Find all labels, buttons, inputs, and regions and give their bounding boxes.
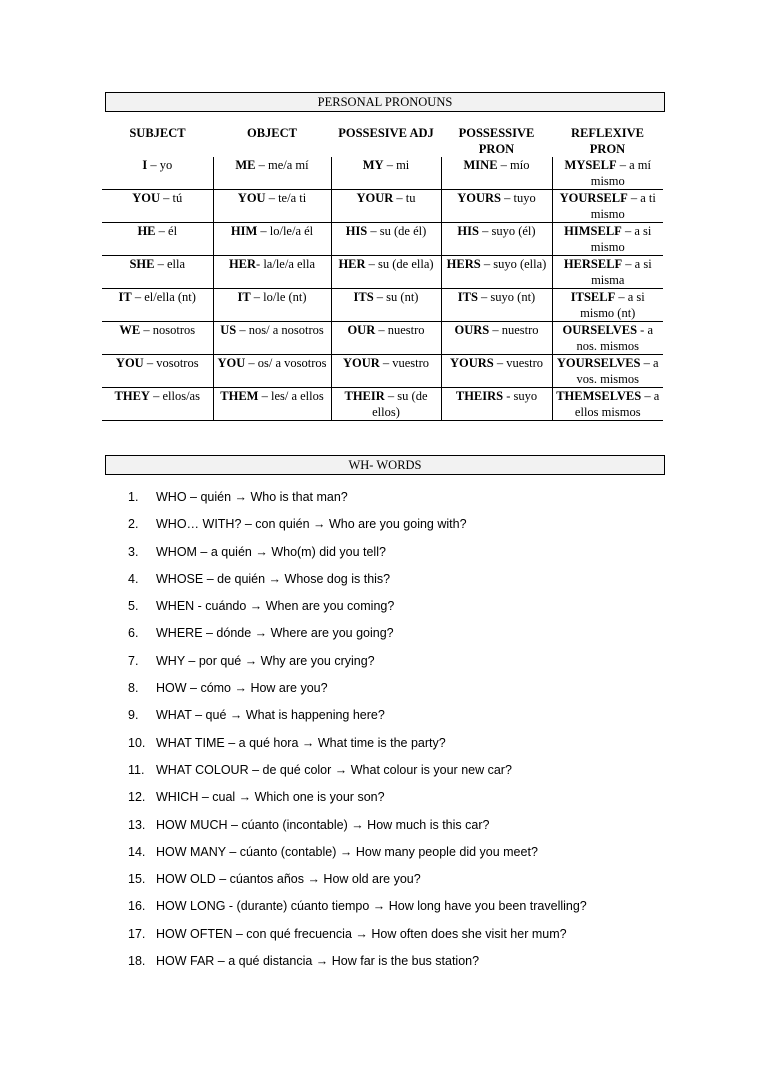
pronoun-translation: – vuestro xyxy=(379,356,430,370)
pronoun-word: ITS xyxy=(457,290,478,304)
list-item-text: WHAT TIME – a qué hora → What time is the party? xyxy=(156,735,446,750)
pronoun-translation: - la/le/a ella xyxy=(256,257,316,271)
pronoun-translation: – te/a ti xyxy=(265,191,307,205)
pronoun-word: YOUR xyxy=(342,356,380,370)
pronoun-word: HER xyxy=(228,257,257,271)
cell-possessive-adj xyxy=(331,190,441,223)
cell-object xyxy=(213,355,331,388)
header-subject: SUBJECT xyxy=(129,126,186,140)
table-row xyxy=(102,223,663,256)
cell-reflexive-pron xyxy=(552,289,663,322)
cell-subject xyxy=(102,388,213,421)
list-item-text: WHOSE – de quién → Whose dog is this? xyxy=(156,571,391,586)
table-row xyxy=(102,289,663,322)
cell-subject xyxy=(102,157,213,190)
cell-object xyxy=(213,256,331,289)
cell-possessive-adj xyxy=(331,322,441,355)
list-item xyxy=(128,675,728,702)
cell-reflexive-pron xyxy=(552,322,663,355)
list-number: 4. xyxy=(128,571,139,586)
pronoun-translation: – a ti mismo xyxy=(590,191,656,221)
pronoun-translation: – lo/le/a él xyxy=(257,224,314,238)
pronoun-word: ME xyxy=(235,158,256,172)
cell-reflexive-pron xyxy=(552,355,663,388)
list-item xyxy=(128,866,728,893)
header-reflexive-pron: REFLEXIVE PRON xyxy=(571,126,644,156)
table-row xyxy=(102,355,663,388)
list-number: 14. xyxy=(128,844,146,859)
list-number: 7. xyxy=(128,653,139,668)
cell-possessive-adj xyxy=(331,157,441,190)
pronoun-translation: – él xyxy=(155,224,178,238)
pronoun-translation: – mi xyxy=(383,158,410,172)
cell-subject xyxy=(102,289,213,322)
personal-pronouns-title: PERSONAL PRONOUNS xyxy=(105,92,665,112)
pronoun-word: HIMSELF xyxy=(564,224,622,238)
cell-possessive-pron xyxy=(441,355,552,388)
pronoun-translation: – su (de ellos) xyxy=(372,389,428,419)
list-number: 13. xyxy=(128,817,146,832)
list-item xyxy=(128,948,728,975)
pronoun-word: IT xyxy=(237,290,251,304)
cell-possessive-pron xyxy=(441,322,552,355)
pronoun-word: YOU xyxy=(115,356,144,370)
cell-possessive-pron xyxy=(441,388,552,421)
list-item-text: WHICH – cual → Which one is your son? xyxy=(156,790,385,805)
list-item-text: WHAT – qué → What is happening here? xyxy=(156,708,385,723)
cell-possessive-pron xyxy=(441,157,552,190)
wh-words-list xyxy=(128,484,728,975)
header-possessive-adj: POSSESIVE ADJ xyxy=(338,126,434,140)
list-item xyxy=(128,921,728,948)
list-number: 18. xyxy=(128,954,146,969)
pronoun-word: HERSELF xyxy=(563,257,623,271)
list-item-text: HOW MANY – cúanto (contable) → How many people did you meet? xyxy=(156,844,538,859)
pronoun-word: MINE xyxy=(463,158,498,172)
pronoun-translation: – tu xyxy=(393,191,416,205)
list-item-text: WHO – quién → Who is that man? xyxy=(156,490,348,504)
pronoun-word: THEM xyxy=(220,389,259,403)
list-number: 17. xyxy=(128,926,146,941)
list-item-text: HOW FAR – a qué distancia → How far is the bus station? xyxy=(156,954,480,969)
pronoun-translation: – ella xyxy=(154,257,186,271)
cell-reflexive-pron xyxy=(552,388,663,421)
pronoun-translation: - suyo xyxy=(503,389,538,403)
cell-object xyxy=(213,223,331,256)
list-number: 11. xyxy=(128,762,145,777)
pronoun-translation: – su (de ella) xyxy=(365,257,434,271)
list-number: 8. xyxy=(128,681,139,696)
pronoun-translation: – suyo (nt) xyxy=(477,290,536,304)
list-item xyxy=(128,893,728,920)
pronoun-word: HIM xyxy=(230,224,258,238)
pronoun-word: HERS xyxy=(446,257,481,271)
pronoun-translation: – a si mismo xyxy=(590,224,652,254)
pronoun-word: YOURS xyxy=(449,356,494,370)
pronoun-translation: - a nos. mismos xyxy=(576,323,654,353)
cell-possessive-adj xyxy=(331,289,441,322)
pronoun-word: YOURS xyxy=(457,191,502,205)
table-row xyxy=(102,256,663,289)
list-item-text: WHAT COLOUR – de qué color → What colour is your new car? xyxy=(156,762,512,777)
list-item xyxy=(128,757,728,784)
pronoun-translation: – el/ella (nt) xyxy=(131,290,196,304)
pronoun-word: OUR xyxy=(347,323,376,337)
pronoun-translation: – les/ a ellos xyxy=(258,389,324,403)
cell-possessive-adj xyxy=(331,223,441,256)
pronouns-table xyxy=(102,125,663,421)
pronoun-word: THEIRS xyxy=(455,389,504,403)
pronoun-word: YOU xyxy=(217,356,246,370)
pronoun-word: YOUR xyxy=(356,191,394,205)
list-item-text: HOW LONG - (durante) cúanto tiempo → How long have you been travelling? xyxy=(156,899,587,914)
cell-possessive-adj xyxy=(331,388,441,421)
cell-possessive-pron xyxy=(441,223,552,256)
pronoun-translation: – yo xyxy=(147,158,173,172)
pronoun-translation: – lo/le (nt) xyxy=(250,290,307,304)
list-item-text: WHERE – dónde → Where are you going? xyxy=(156,626,394,641)
cell-subject xyxy=(102,256,213,289)
cell-subject xyxy=(102,322,213,355)
list-number: 12. xyxy=(128,790,146,805)
pronoun-word: HIS xyxy=(457,224,479,238)
pronoun-word: OURSELVES xyxy=(562,323,638,337)
pronoun-translation: – nos/ a nosotros xyxy=(236,323,324,337)
list-item-text: HOW MUCH – cúanto (incontable) → How much is this car? xyxy=(156,817,490,832)
list-number: 2. xyxy=(128,517,139,532)
cell-subject xyxy=(102,223,213,256)
pronoun-translation: – nuestro xyxy=(489,323,539,337)
pronoun-translation: – nosotros xyxy=(140,323,196,337)
pronoun-word: ITS xyxy=(353,290,374,304)
cell-reflexive-pron xyxy=(552,190,663,223)
pronoun-translation: – su (nt) xyxy=(373,290,419,304)
cell-object xyxy=(213,322,331,355)
list-item xyxy=(128,539,728,566)
list-item xyxy=(128,566,728,593)
list-number: 5. xyxy=(128,599,139,614)
list-item xyxy=(128,511,728,538)
list-number: 15. xyxy=(128,872,146,887)
pronoun-translation: – mío xyxy=(497,158,530,172)
cell-reflexive-pron xyxy=(552,223,663,256)
list-number: 10. xyxy=(128,735,146,750)
cell-subject xyxy=(102,190,213,223)
wh-words-title: WH- WORDS xyxy=(105,455,665,475)
table-row xyxy=(102,388,663,421)
pronoun-translation: – a mí mismo xyxy=(590,158,651,188)
pronoun-translation: – a si mismo (nt) xyxy=(580,290,645,320)
list-item-text: WHEN - cuándo → When are you coming? xyxy=(156,599,395,614)
table-header-row xyxy=(102,125,663,157)
pronoun-translation: – su (de él) xyxy=(367,224,427,238)
pronoun-translation: – suyo (ella) xyxy=(480,257,547,271)
list-item-text: HOW OFTEN – con qué frecuencia → How often does she visit her mum? xyxy=(156,926,567,941)
pronoun-translation: – a si misma xyxy=(591,257,652,287)
list-item-text: WHY – por qué → Why are you crying? xyxy=(156,653,375,668)
list-item-text: WHOM – a quién → Who(m) did you tell? xyxy=(156,544,386,559)
table-row xyxy=(102,190,663,223)
pronoun-word: MY xyxy=(362,158,384,172)
pronoun-word: WE xyxy=(119,323,141,337)
pronoun-translation: – vuestro xyxy=(493,356,544,370)
pronoun-translation: – a vos. mismos xyxy=(576,356,659,386)
cell-possessive-adj xyxy=(331,355,441,388)
cell-reflexive-pron xyxy=(552,256,663,289)
cell-subject xyxy=(102,355,213,388)
pronoun-word: YOU xyxy=(132,191,161,205)
list-item xyxy=(128,839,728,866)
pronoun-word: YOU xyxy=(237,191,266,205)
list-item-text: HOW OLD – cúantos años → How old are you? xyxy=(156,872,421,887)
cell-object xyxy=(213,388,331,421)
pronoun-word: HE xyxy=(137,224,156,238)
pronoun-word: MYSELF xyxy=(564,158,617,172)
cell-possessive-pron xyxy=(441,190,552,223)
list-item xyxy=(128,812,728,839)
pronoun-translation: – nuestro xyxy=(375,323,425,337)
list-item xyxy=(128,648,728,675)
pronoun-word: HER xyxy=(338,257,366,271)
pronoun-word: ITSELF xyxy=(570,290,616,304)
list-item-text: HOW – cómo → How are you? xyxy=(156,681,328,696)
pronoun-word: SHE xyxy=(129,257,155,271)
list-number: 6. xyxy=(128,626,139,641)
table-row xyxy=(102,322,663,355)
pronoun-word: YOURSELVES xyxy=(556,356,641,370)
header-possessive-pron: POSSESSIVE PRON xyxy=(458,126,535,156)
cell-possessive-pron xyxy=(441,256,552,289)
pronoun-word: HIS xyxy=(345,224,368,238)
list-number: 3. xyxy=(128,544,139,559)
cell-object xyxy=(213,289,331,322)
pronoun-word: THEMSELVES xyxy=(556,389,642,403)
pronoun-word: OURS xyxy=(454,323,490,337)
pronoun-translation: – tuyo xyxy=(501,191,536,205)
pronoun-word: US xyxy=(220,323,237,337)
cell-reflexive-pron xyxy=(552,157,663,190)
pronoun-word: THEIR xyxy=(344,389,385,403)
list-number: 9. xyxy=(128,708,139,723)
pronoun-word: IT xyxy=(118,290,132,304)
pronoun-translation: – me/a mí xyxy=(255,158,309,172)
pronoun-word: I xyxy=(142,158,148,172)
pronoun-translation: – a ellos mismos xyxy=(574,389,660,419)
pronoun-word: THEY xyxy=(114,389,150,403)
pronoun-translation: – vosotros xyxy=(143,356,199,370)
table-row xyxy=(102,157,663,190)
list-item xyxy=(128,593,728,620)
header-object: OBJECT xyxy=(246,126,297,140)
list-item xyxy=(128,484,728,511)
pronoun-translation: – os/ a vosotros xyxy=(245,356,327,370)
list-item-text: WHO… WITH? – con quién → Who are you going with? xyxy=(156,517,467,532)
list-number: 16. xyxy=(128,899,146,914)
cell-object xyxy=(213,157,331,190)
list-number: 1. xyxy=(128,490,139,504)
pronoun-translation: – tú xyxy=(160,191,183,205)
list-item xyxy=(128,620,728,647)
cell-object xyxy=(213,190,331,223)
list-item xyxy=(128,730,728,757)
cell-possessive-adj xyxy=(331,256,441,289)
pronoun-translation: – suyo (él) xyxy=(478,224,536,238)
list-item xyxy=(128,702,728,729)
cell-possessive-pron xyxy=(441,289,552,322)
pronoun-word: YOURSELF xyxy=(559,191,628,205)
list-item xyxy=(128,784,728,811)
pronoun-translation: – ellos/as xyxy=(149,389,200,403)
